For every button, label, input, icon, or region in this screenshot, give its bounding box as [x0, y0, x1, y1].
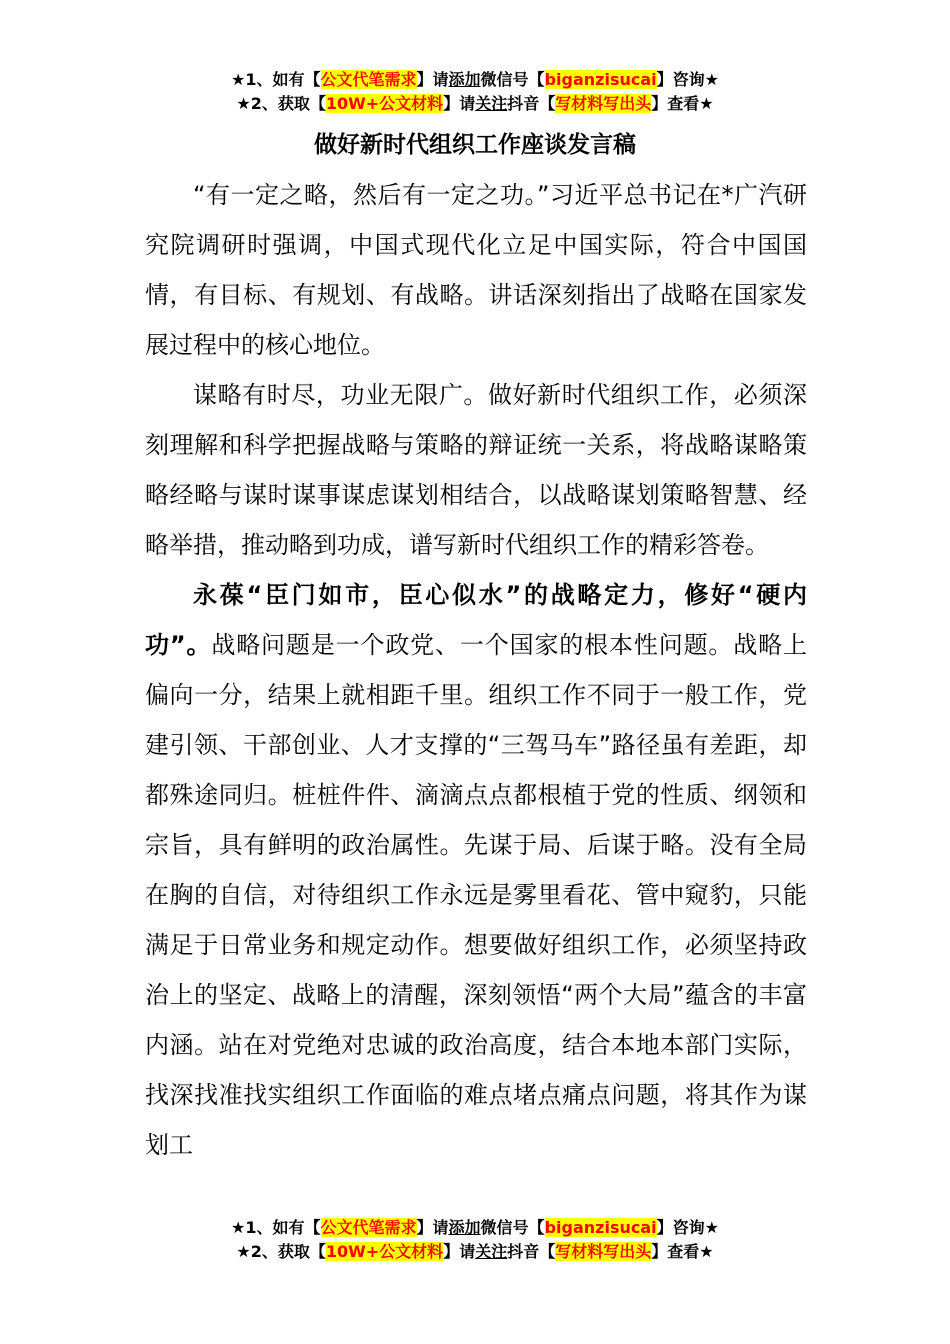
- highlight-douyin-id: 写材料写出头: [555, 94, 652, 113]
- document-body: [145, 170, 807, 1170]
- highlight-wechat-id: biganzisucai: [544, 70, 657, 89]
- highlight-materials: 10W+公文材料: [325, 94, 444, 113]
- banner-line-2: ★2、获取【10W+公文材料】请关注抖音【写材料写出头】查看★: [236, 94, 714, 113]
- document-title: 做好新时代组织工作座谈发言稿: [314, 132, 636, 158]
- paragraph-3-heading: 永葆“臣门如市，臣心似水”的战略定力，修好“硬内功”。: [145, 581, 807, 659]
- paragraph-1: “有一定之略，然后有一定之功。”习近平总书记在*广汽研究院调研时强调，中国式现代化立足中国实际，符合中国国情，有目标、有规划、有战略。讲话深刻指出了战略在国家发展过程中的核心地位。: [145, 181, 807, 359]
- paragraph-3-body: 战略问题是一个政党、一个国家的根本性问题。战略上偏向一分，结果上就相距千里。组织工作不同于一般工作，党建引领、干部创业、人才支撑的“三驾马车”路径虽有差距，却都殊途同归。桩桩件件、滴滴点点都根植于党的性质、纲领和宗旨，具有鲜明的政治属性。先谋于局、后谋于略。没有全局在胸的自信，对待组织工作永远是雾里看花、管中窥豹，只能满足于日常业务和规定动作。想要做好组织工作，必须坚持政治上的坚定、战略上的清醒，深刻领悟“两个大局”蕴含的丰富内涵。站在对党绝对忠诚的政治高度，结合本地本部门实际，找深找准找实组织工作面临的难点堵点痛点问题，将其作为谋划工: [145, 631, 807, 1159]
- banner-line-2: ★2、获取【10W+公文材料】请关注抖音【写材料写出头】查看★: [236, 1242, 714, 1261]
- highlight-douyin-id: 写材料写出头: [555, 1242, 652, 1261]
- banner-line-1: ★1、如有【公文代笔需求】请添加微信号【biganzisucai】咨询★: [231, 1218, 719, 1237]
- highlight-service: 公文代笔需求: [320, 70, 417, 89]
- paragraph-2: 谋略有时尽，功业无限广。做好新时代组织工作，必须深刻理解和科学把握战略与策略的辩证统一关系，将战略谋略策略经略与谋时谋事谋虑谋划相结合，以战略谋划策略智慧、经略举措，推动略到功成，谱写新时代组织工作的精彩答卷。: [145, 381, 807, 559]
- footer-banner: [0, 1216, 950, 1264]
- banner-line-1: ★1、如有【公文代笔需求】请添加微信号【biganzisucai】咨询★: [231, 70, 719, 89]
- paragraph-3: [145, 570, 807, 1170]
- highlight-wechat-id: biganzisucai: [544, 1218, 657, 1237]
- header-banner: [0, 68, 950, 116]
- highlight-service: 公文代笔需求: [320, 1218, 417, 1237]
- highlight-materials: 10W+公文材料: [325, 1242, 444, 1261]
